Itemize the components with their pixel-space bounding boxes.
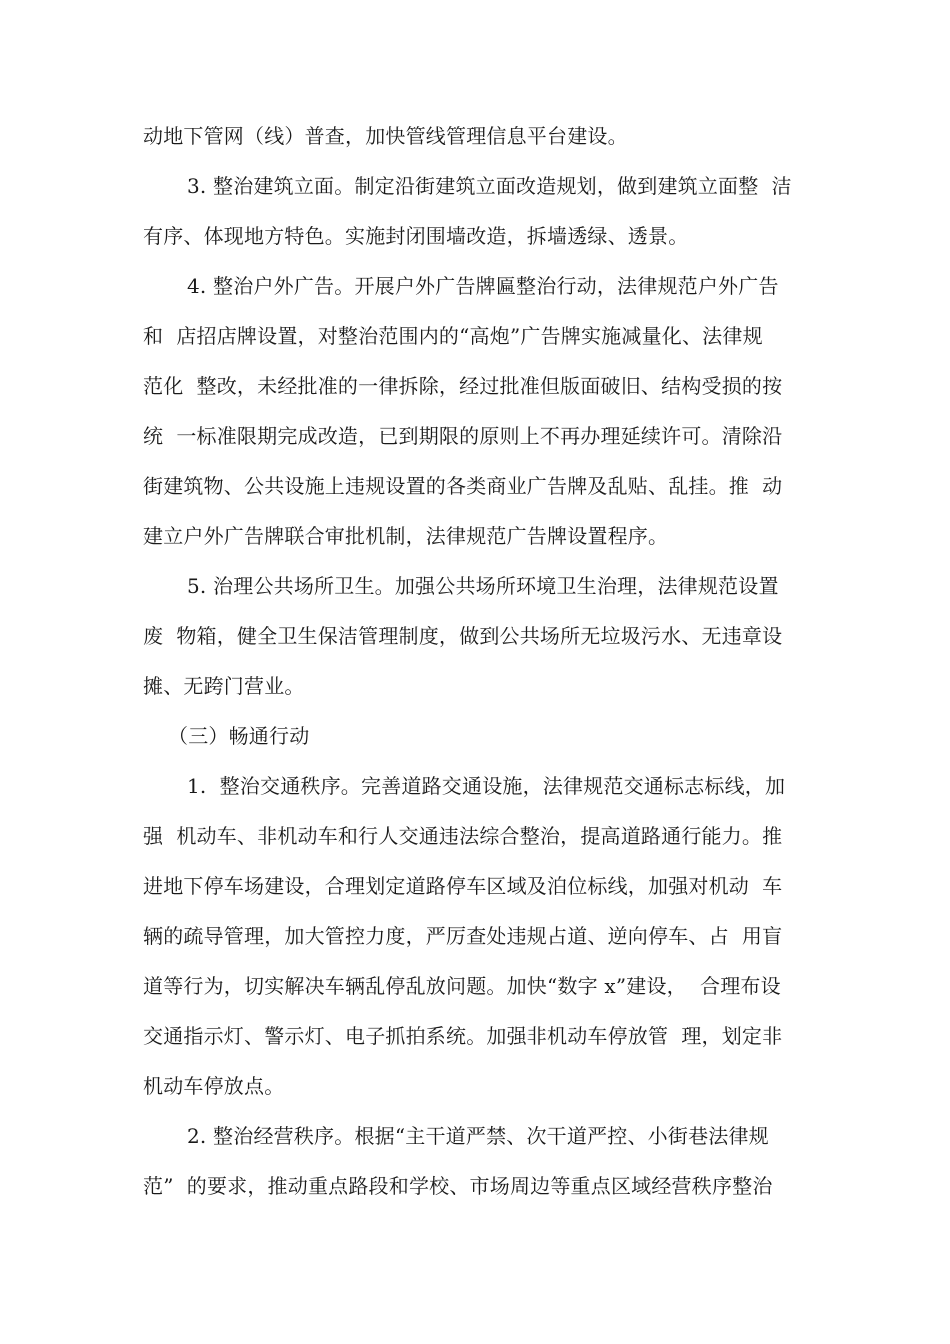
text-line: 废 物箱，健全卫生保洁管理制度，做到公共场所无垃圾污水、无违章设	[143, 624, 783, 648]
text-line: 有序、体现地方特色。实施封闭围墙改造，拆墙透绿、透景。	[143, 224, 689, 248]
paragraph-line: 5. 治理公共场所卫生。加强公共场所环境卫生治理，法律规范设置	[187, 574, 779, 598]
text-line: 动地下管网（线）普查，加快管线管理信息平台建设。	[143, 124, 628, 148]
text-line: 强 机动车、非机动车和行人交通违法综合整治，提高道路通行能力。推	[143, 824, 783, 848]
text-line: 进地下停车场建设，合理划定道路停车区域及泊位标线，加强对机动 车	[143, 874, 783, 898]
text-line: 街建筑物、公共设施上违规设置的各类商业广告牌及乱贴、乱挂。推 动	[143, 474, 783, 498]
text-line: 范化 整改，未经批准的一律拆除，经过批准但版面破旧、结构受损的按	[143, 374, 783, 398]
section-heading: （三）畅通行动	[168, 724, 310, 748]
text-line: 道等行为，切实解决车辆乱停乱放问题。加快“数字 x”建设， 合理布设	[143, 974, 781, 998]
paragraph-line: 2. 整治经营秩序。根据“主干道严禁、次干道严控、小街巷法律规	[187, 1124, 769, 1148]
document-body	[143, 114, 818, 1214]
text-line: 建立户外广告牌联合审批机制，法律规范广告牌设置程序。	[143, 524, 669, 548]
text-line: 辆的疏导管理，加大管控力度，严厉查处违规占道、逆向停车、占 用盲	[143, 924, 783, 948]
text-line: 摊、无跨门营业。	[143, 674, 305, 698]
paragraph-line: 3. 整治建筑立面。制定沿街建筑立面改造规划，做到建筑立面整 洁	[187, 174, 792, 198]
text-line: 和 店招店牌设置，对整治范围内的“高炮”广告牌实施减量化、法律规	[143, 324, 763, 348]
paragraph-line: 1. 整治交通秩序。完善道路交通设施，法律规范交通标志标线，加	[187, 774, 786, 798]
paragraph-line: 4. 整治户外广告。开展户外广告牌匾整治行动，法律规范户外广告	[187, 274, 779, 298]
text-line: 机动车停放点。	[143, 1074, 285, 1098]
text-line: 统 一标准限期完成改造，已到期限的原则上不再办理延续许可。清除沿	[143, 424, 783, 448]
text-line: 范” 的要求，推动重点路段和学校、市场周边等重点区域经营秩序整治	[143, 1174, 773, 1198]
text-line: 交通指示灯、警示灯、电子抓拍系统。加强非机动车停放管 理，划定非	[143, 1024, 783, 1048]
